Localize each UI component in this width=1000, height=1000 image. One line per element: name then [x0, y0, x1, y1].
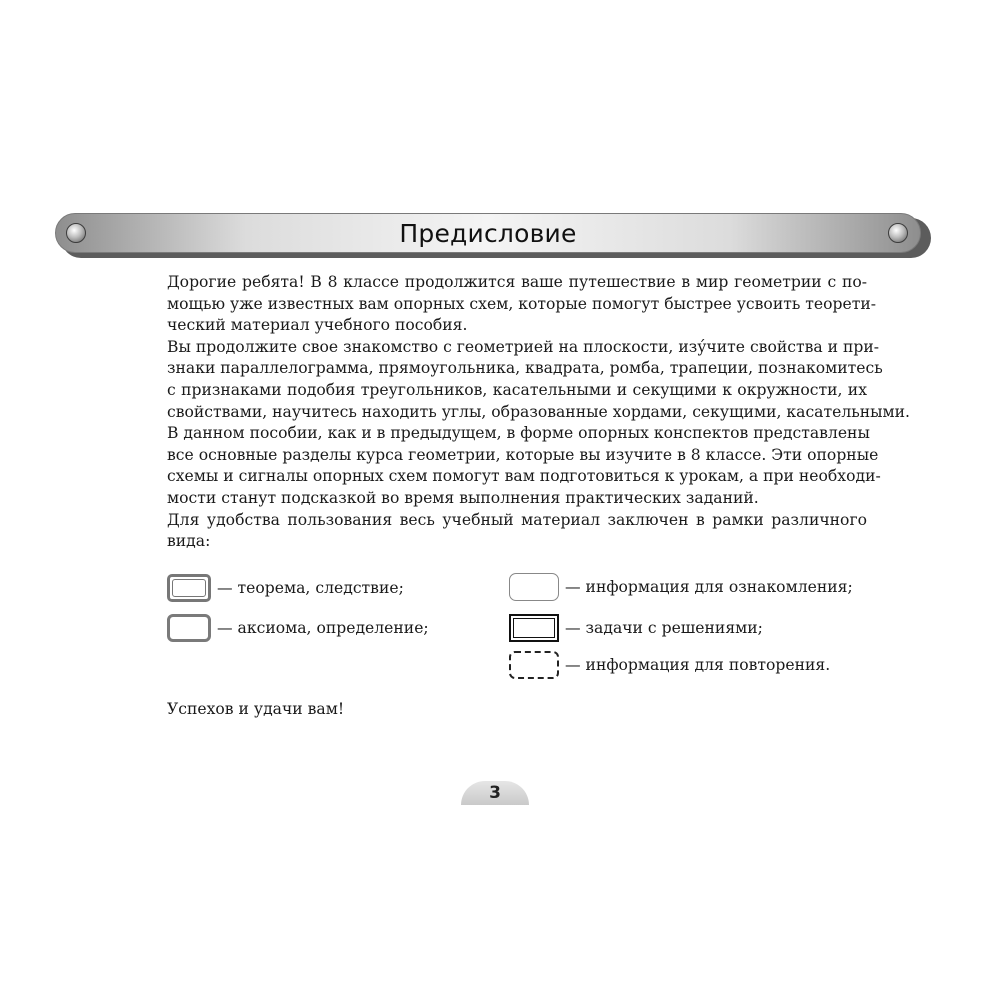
legend-theorem	[167, 574, 404, 602]
text-line: Вы продолжите свое знакомство с геометрией на плоскости, изу́чите свойства и при-	[167, 337, 880, 356]
paragraph-4	[167, 510, 867, 553]
legend-theorem-label: — теорема, следствие;	[217, 579, 404, 597]
page-title: Предисловие	[399, 219, 577, 248]
text-line: Дорогие ребята! В 8 классе продолжится ваше путешествие в мир геометрии с по-	[167, 273, 867, 291]
paragraph-3	[167, 423, 881, 509]
tasks-frame-icon	[509, 614, 559, 642]
repeat-frame-icon	[509, 651, 559, 679]
page-number-tab	[461, 781, 529, 805]
legend-info	[509, 573, 853, 601]
text-line: схемы и сигналы опорных схем помогут вам подготовиться к урокам, а при необходи-	[167, 467, 881, 486]
text-line: Для удобства пользования весь учебный материал заключен в рамки различного	[167, 510, 867, 529]
text-line: все основные разделы курса геометрии, которые вы изучите в 8 классе. Эти опорные	[167, 445, 879, 464]
text-line: с признаками подобия треугольников, касательными и секущими к окружности, их	[167, 380, 867, 399]
text-line: В данном пособии, как и в предыдущем, в форме опорных конспектов представлены	[167, 424, 870, 443]
legend-repeat	[509, 651, 830, 679]
text-line: ческий материал учебного пособия.	[167, 316, 468, 335]
header-banner	[55, 213, 931, 257]
bolt-right-icon	[888, 223, 908, 243]
legend-axiom-label: — аксиома, определение;	[217, 619, 429, 637]
preface-text	[167, 272, 911, 553]
text-line: знаки параллелограмма, прямоугольника, квадрата, ромба, трапеции, познакомитесь	[167, 359, 883, 378]
paragraph-2	[167, 337, 911, 423]
banner-body	[55, 213, 921, 253]
text-line: мощью уже известных вам опорных схем, которые помогут быстрее усвоить теорети-	[167, 294, 877, 313]
paragraph-1	[167, 272, 877, 337]
legend-tasks-label: — задачи с решениями;	[565, 619, 763, 637]
theorem-frame-icon	[167, 574, 211, 602]
page-number: 3	[489, 783, 501, 803]
text-line: свойствами, научитесь находить углы, образованные хордами, секущими, касательными.	[167, 402, 911, 421]
legend-info-label: — информация для ознакомления;	[565, 578, 853, 596]
legend-tasks	[509, 614, 763, 642]
info-frame-icon	[509, 573, 559, 601]
axiom-frame-icon	[167, 614, 211, 642]
text-line: мости станут подсказкой во время выполнения практических заданий.	[167, 488, 759, 507]
legend-repeat-label: — информация для повторения.	[565, 656, 831, 674]
closing-text: Успехов и удачи вам!	[167, 700, 345, 718]
text-line: вида:	[167, 532, 211, 551]
legend-axiom	[167, 614, 429, 642]
